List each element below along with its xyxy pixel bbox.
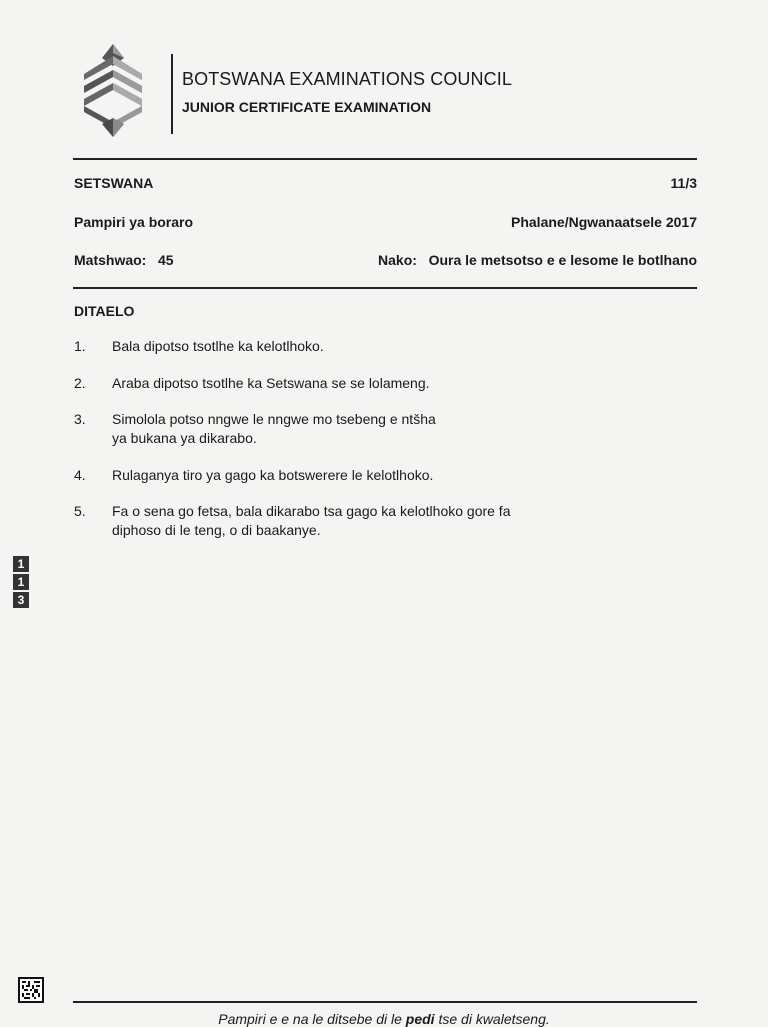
rule-bottom	[73, 1001, 697, 1003]
footer-text-pre: Pampiri e e na le ditsebe di le	[218, 1011, 406, 1027]
instruction-text: ya bukana ya dikarabo.	[112, 430, 257, 446]
exam-name: JUNIOR CERTIFICATE EXAMINATION	[182, 99, 432, 115]
header-divider	[171, 54, 173, 134]
exam-session: Phalane/Ngwanaatsele 2017	[511, 214, 697, 230]
rule-top	[73, 158, 697, 160]
time-label: Nako:	[378, 252, 417, 268]
instruction-number: 4.	[74, 467, 86, 483]
instruction-text: Bala dipotso tsotlhe ka kelotlhoko.	[112, 338, 324, 354]
footer-text-post: tse di kwaletseng.	[434, 1011, 550, 1027]
instruction-number: 3.	[74, 411, 86, 427]
time-allowed	[378, 252, 697, 268]
org-name: BOTSWANA EXAMINATIONS COUNCIL	[182, 69, 512, 89]
rule-middle	[73, 287, 697, 289]
paper-number: Pampiri ya boraro	[74, 214, 194, 230]
instruction-number: 5.	[74, 503, 86, 519]
page-count-note	[0, 1011, 768, 1027]
side-code-digit: 1	[13, 574, 29, 590]
qr-code-icon	[18, 977, 44, 1003]
instruction-number: 1.	[74, 338, 86, 354]
instruction-text: Araba dipotso tsotlhe ka Setswana se se lolameng.	[112, 375, 430, 391]
instruction-number: 2.	[74, 375, 86, 391]
instruction-text: Simolola potso nngwe le nngwe mo tsebeng e ntšha	[112, 411, 436, 427]
instruction-text: Fa o sena go fetsa, bala dikarabo tsa gago ka kelotlhoko gore fa	[112, 503, 511, 519]
side-paper-code	[13, 556, 29, 610]
paper-code: 11/3	[670, 175, 697, 191]
time-value: Oura le metsotso e e lesome le botlhano	[428, 252, 697, 268]
bec-logo-icon	[82, 42, 144, 138]
footer-text-bold: pedi	[405, 1011, 435, 1027]
instructions-heading: DITAELO	[74, 303, 135, 319]
side-code-digit: 3	[13, 592, 29, 608]
instruction-text: diphoso di le teng, o di baakanye.	[112, 522, 321, 538]
total-marks: Matshwao: 45	[74, 252, 174, 268]
side-code-digit: 1	[13, 556, 29, 572]
subject-name: SETSWANA	[74, 175, 154, 191]
instruction-text: Rulaganya tiro ya gago ka botswerere le kelotlhoko.	[112, 467, 434, 483]
